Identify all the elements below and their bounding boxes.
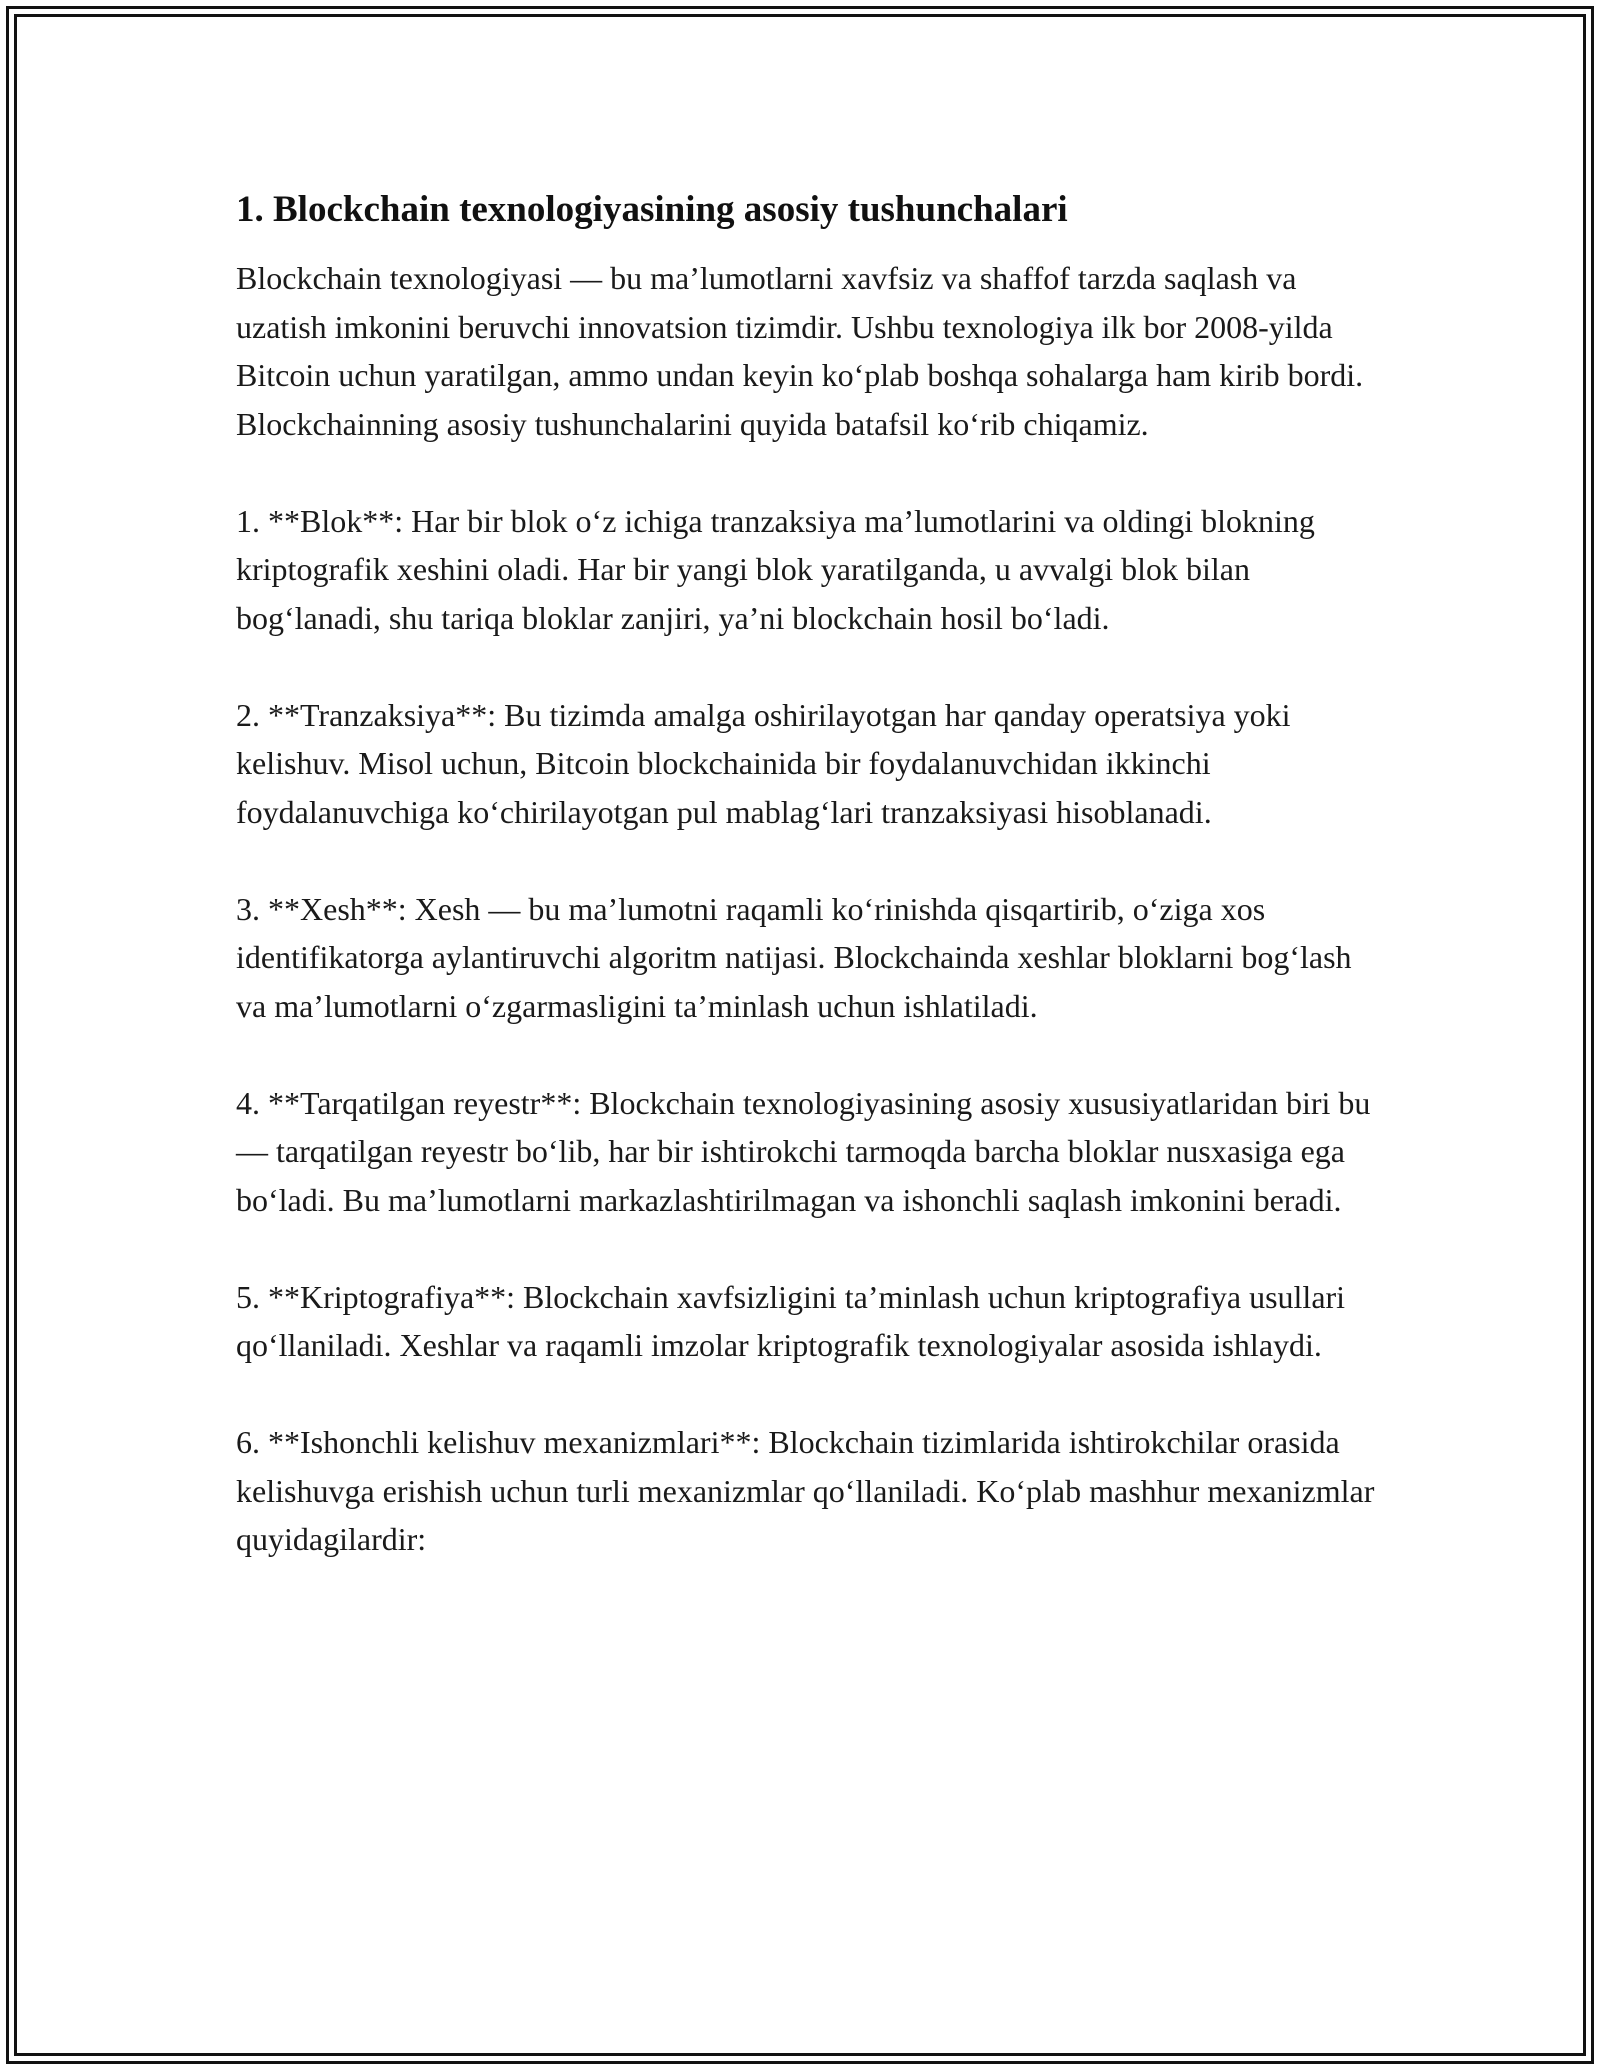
page-title: 1. Blockchain texnologiyasining asosiy tushunchalari: [236, 189, 1068, 230]
list-item-kriptografiya: 5. **Kriptografiya**: Blockchain xavfsizligini ta’minlash uchun kriptografiya usullari qo‘llaniladi. Xeshlar va raqamli imzolar kriptografik texnologiyalar asosida ishlaydi.: [236, 1278, 1346, 1363]
list-item-tarqatilgan-reyestr: 4. **Tarqatilgan reyestr**: Blockchain texnologiyasining asosiy xususiyatlaridan biri bu — tarqatilgan reyestr bo‘lib, har bir ishtirokchi tarmoqda barcha bloklar nusxasiga ega bo‘ladi. Bu ma’lumotlarni markazlashtirilmagan va ishonchli saqlash imkonini beradi.: [236, 1084, 1371, 1218]
intro-paragraph: Blockchain texnologiyasi — bu ma’lumotlarni xavfsiz va shaffof tarzda saqlash va uzatish imkonini beruvchi innovatsion tizimdir. Ushbu texnologiya ilk bor 2008-yilda Bitcoin uchun yaratilgan, ammo undan keyin ko‘plab boshqa sohalarga ham kirib bordi. Blockchainning asosiy tushunchalarini quyida batafsil ko‘rib chiqamiz.: [236, 260, 1364, 442]
list-item-blok: 1. **Blok**: Har bir blok o‘z ichiga tranzaksiya ma’lumotlarini va oldingi blokning kriptografik xeshini oladi. Har bir yangi blok yaratilganda, u avvalgi blok bilan bog‘lanadi, shu tariqa bloklar zanjiri, ya’ni blockchain hosil bo‘ladi.: [236, 502, 1315, 636]
list-item-tranzaksiya: 2. **Tranzaksiya**: Bu tizimda amalga oshirilayotgan har qanday operatsiya yoki kelishuv. Misol uchun, Bitcoin blockchainida bir foydalanuvchidan ikkinchi foydalanuvchiga ko‘chirilayotgan pul mablag‘lari tranzaksiyasi hisoblanadi.: [236, 696, 1291, 830]
document-body: [236, 186, 1376, 1612]
list-item-kelishuv-mexanizmlari: 6. **Ishonchli kelishuv mexanizmlari**: Blockchain tizimlarida ishtirokchilar orasida kelishuvga erishish uchun turli mexanizmlar qo‘llaniladi. Ko‘plab mashhur mexanizmlar quyidagilardir:: [236, 1424, 1375, 1557]
list-item-xesh: 3. **Xesh**: Xesh — bu ma’lumotni raqamli ko‘rinishda qisqartirib, o‘ziga xos identifikatorga aylantiruvchi algoritm natijasi. Blockchainda xeshlar bloklarni bog‘lash va ma’lumotlarni o‘zgarmasligini ta’minlash uchun ishlatiladi.: [236, 890, 1352, 1024]
